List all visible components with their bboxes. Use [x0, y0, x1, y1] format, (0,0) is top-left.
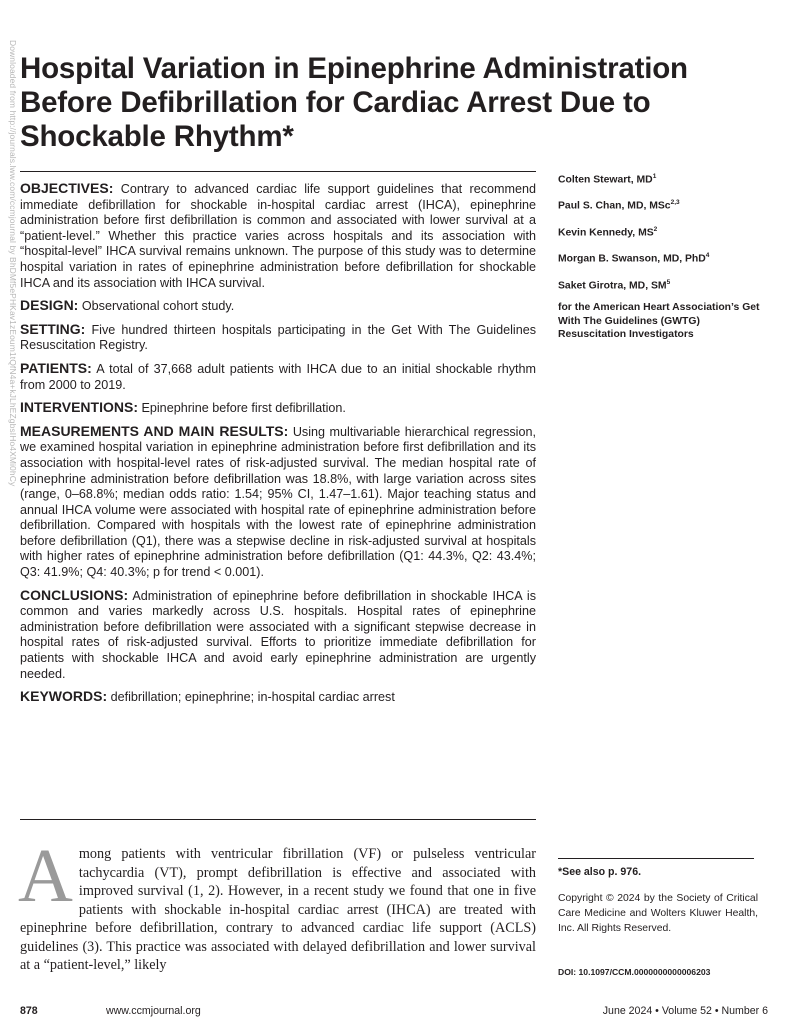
author [558, 170, 768, 186]
section-label: MEASUREMENTS AND MAIN RESULTS: [20, 422, 289, 439]
abstract-objectives [20, 181, 536, 291]
author-name: Saket Girotra, MD, SM [558, 280, 667, 292]
author-affiliation: 2 [653, 225, 658, 233]
section-label: SETTING: [20, 320, 86, 337]
abstract-interventions [20, 400, 536, 417]
section-text: Contrary to advanced cardiac life support guidelines that recommend immediate defibrillation for shockable in-hospital cardiac arrest (IHCA), epinephrine administration before first defibrillation is common and associated with lower survival at a “patient-level.” Whether this practice varies across hospitals and its association with “hospital-level” IHCA survival remains unknown. The purpose of this study was to determine hospital variation in rates of epinephrine administration before defibrillation for shockable IHCA and its association with IHCA survival. [20, 182, 536, 290]
author-affiliation: 2,3 [670, 199, 680, 207]
see-also-note: *See also p. 976. [558, 866, 642, 878]
author-list [558, 170, 768, 342]
author [558, 249, 768, 265]
section-text: defibrillation; epinephrine; in-hospital cardiac arrest [107, 690, 395, 705]
section-label: CONCLUSIONS: [20, 586, 129, 603]
author-affiliation: 4 [705, 252, 710, 260]
header-rule [20, 171, 536, 172]
journal-url: www.ccmjournal.org [106, 1005, 201, 1017]
section-label: PATIENTS: [20, 359, 92, 376]
section-label: OBJECTIVES: [20, 180, 114, 196]
section-label: KEYWORDS: [20, 688, 108, 705]
copyright-notice: Copyright © 2024 by the Society of Critical Care Medicine and Wolters Kluwer Health, Inc. All Rights Reserved. [558, 893, 758, 934]
abstract-keywords [20, 689, 536, 706]
author-name: Colten Stewart, MD [558, 174, 653, 186]
download-watermark: Downloaded from http://journals.lww.com/ccmjournal by BhDMf5ePHKav1zEoum1tQfN4a+kJLhEZgbsIHo4XMi0hCy [8, 40, 18, 487]
body-text: mong patients with ventricular fibrillation (VF) or pulseless ventricular tachycardia (VT), prompt defibrillation is effective and associated with improved survival (1, 2). However, in a recent study we found that one in five patients with shockable in-hospital cardiac arrest (IHCA) are treated with epinephrine before defibrillation, contrary to advanced cardiac life support (ACLS) guidelines (3). This practice was associated with delayed defibrillation and lower survival at a “patient-level,” likely [20, 846, 536, 973]
abstract [20, 181, 536, 713]
author-name: Kevin Kennedy, MS [558, 227, 654, 239]
section-text: Using multivariable hierarchical regression, we examined hospital variation in epinephrine administration before first defibrillation and its association with hospital-level rates of risk-adjusted survival. The median hospital rate of epinephrine administration before defibrillation was 18.8%, with large variation across sites (range, 0–68.8%; median odds ratio: 1.54; 95% CI, 1.47–1.61). Major teaching status and annual IHCA volume were associated with hospital rate of epinephrine administration before defibrillation. Compared with hospitals with the lowest rate of epinephrine administration before defibrillation (Q1), there was a stepwise decline in risk-adjusted survival at hospitals with higher rates of epinephrine administration before defibrillation (Q1: 44.3%, Q2: 43.4%; Q3: 41.9%; Q4: 40.3%; p for trend < 0.001). [20, 424, 536, 580]
section-text: Epinephrine before first defibrillation. [137, 401, 346, 416]
issue-info: June 2024 • Volume 52 • Number 6 [602, 1005, 768, 1017]
body-paragraph [18, 834, 536, 975]
author-name: Paul S. Chan, MD, MSc [558, 200, 671, 212]
section-label: DESIGN: [20, 297, 79, 314]
section-label: INTERVENTIONS: [20, 399, 138, 416]
doi: DOI: 10.1097/CCM.0000000000006203 [558, 967, 711, 977]
abstract-conclusions [20, 588, 536, 683]
investigator-group: for the American Heart Association’s Get With The Guidelines (GWTG) Resuscitation Investigators [558, 302, 760, 341]
abstract-bottom-rule [20, 819, 536, 820]
section-text: Observational cohort study. [78, 299, 235, 314]
author [558, 276, 768, 292]
author-affiliation: 5 [666, 278, 671, 286]
abstract-setting [20, 322, 536, 354]
author [558, 223, 768, 239]
abstract-patients [20, 361, 536, 393]
abstract-design [20, 298, 536, 315]
section-text: Five hundred thirteen hospitals participating in the Get With The Guidelines Resuscitation Registry. [20, 322, 536, 353]
page-number: 878 [20, 1005, 38, 1017]
author [558, 196, 768, 212]
section-text: Administration of epinephrine before defibrillation in shockable IHCA is common and varies markedly across U.S. hospitals. Hospital rates of epinephrine administration before defibrillation were associated with a significant stepwise decrease in hospital rates of risk-adjusted survival. Efforts to prioritize immediate defibrillation for patients with shockable IHCA and avoid early epinephrine administration are urgently needed. [20, 588, 536, 681]
article-title: Hospital Variation in Epinephrine Administration Before Defibrillation for Cardiac Arrest Due to Shockable Rhythm* [20, 52, 688, 153]
section-text: A total of 37,668 adult patients with IHCA due to an initial shockable rhythm from 2000 to 2019. [20, 361, 536, 392]
author-affiliation: 1 [652, 173, 657, 180]
abstract-results [20, 424, 536, 581]
drop-cap: A [18, 834, 73, 918]
author-name: Morgan B. Swanson, MD, PhD [558, 253, 706, 265]
sidebar-rule [558, 858, 754, 859]
